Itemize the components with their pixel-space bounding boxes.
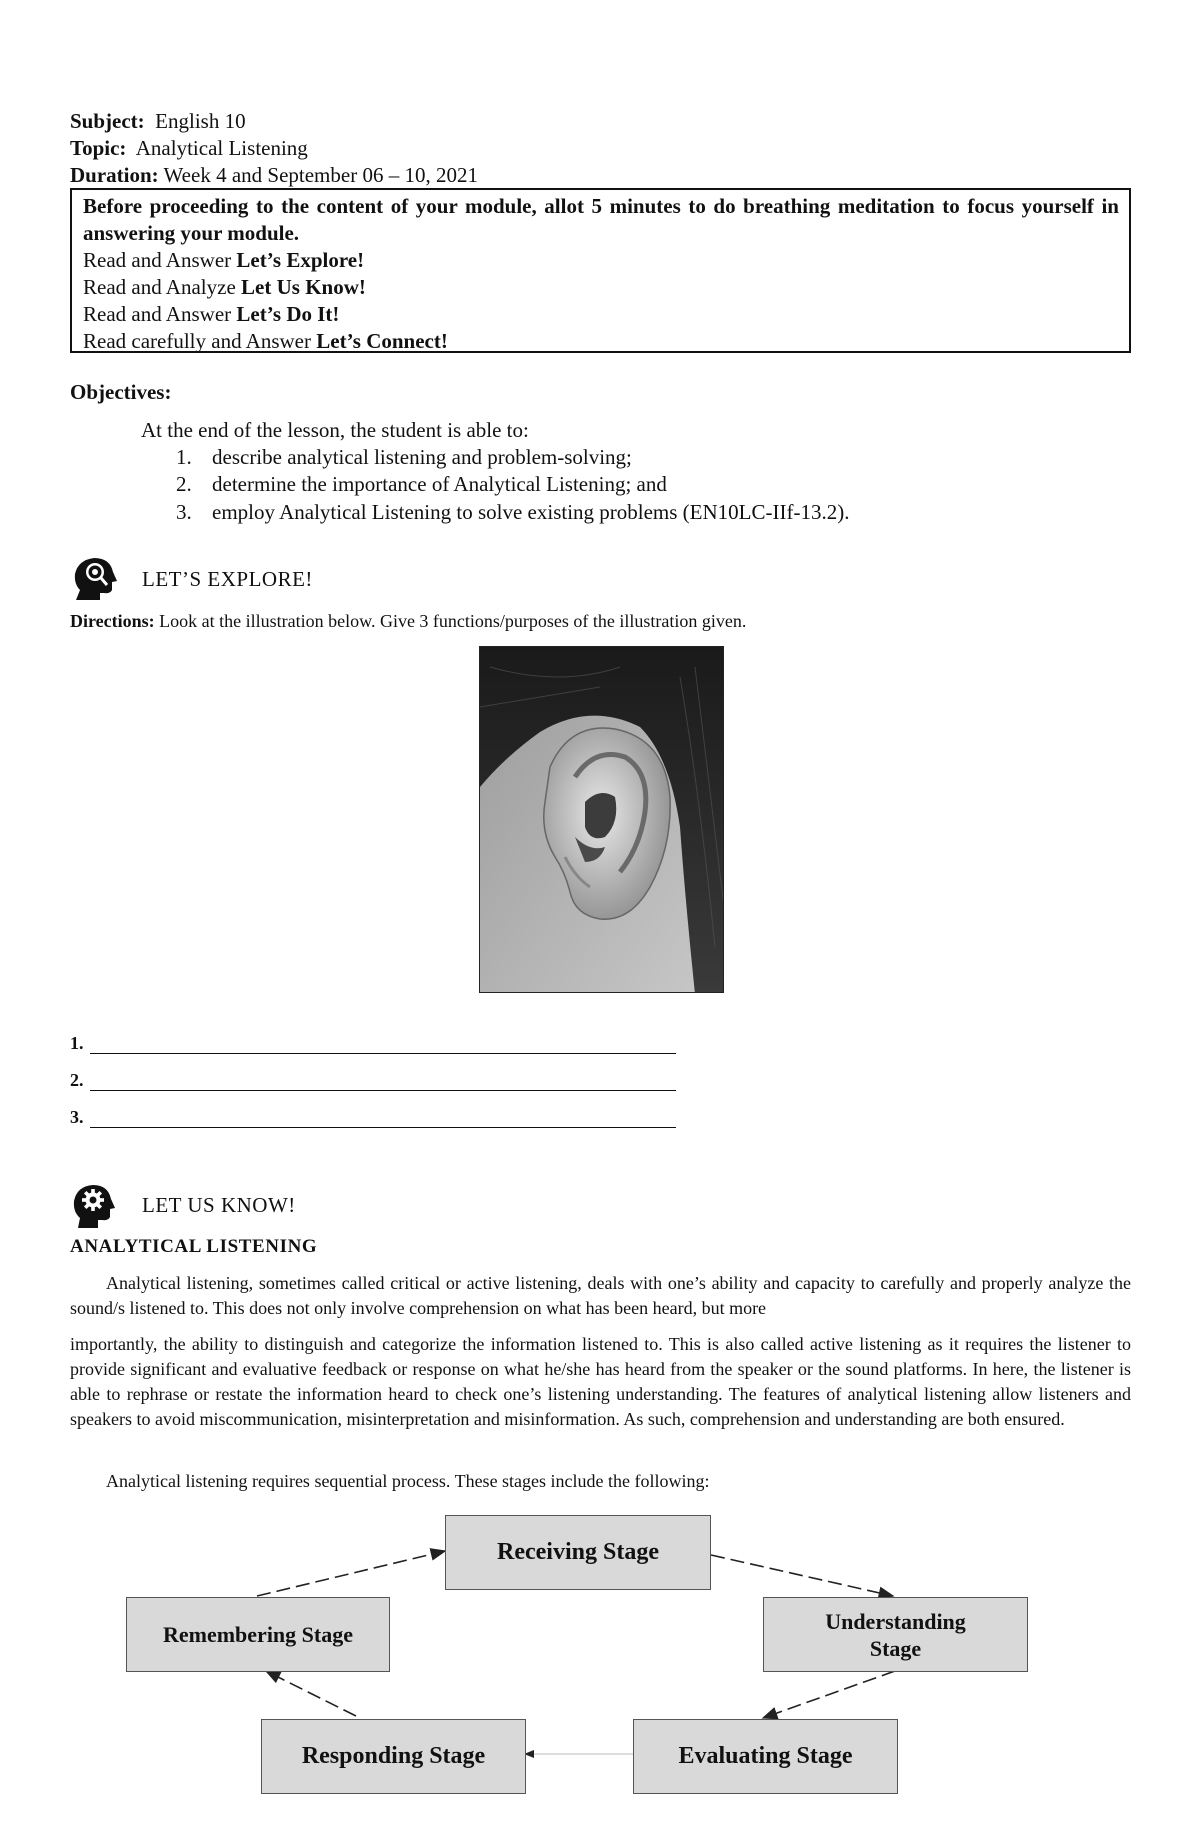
paragraph-2: Analytical listening requires sequential process. These stages include the following: [106,1471,710,1491]
subject-value: English 10 [155,109,246,133]
receiving-stage-box [445,1515,711,1590]
evaluating-stage-box [633,1719,898,1794]
understanding-stage-box [763,1597,1028,1672]
analytical-listening-heading: ANALYTICAL LISTENING [70,1236,318,1257]
paragraph-1a: Analytical listening, sometimes called critical or active listening, deals with one’s ability and capacity to carefully and properly analyze the sound/s listened to. This does not only involve comprehension on what has been heard, but more [70,1273,1131,1318]
arrow-remembering-to-receiving [257,1551,445,1596]
instruction-prefix: Read and Analyze [83,275,242,299]
objective-number: 2. [176,472,192,496]
topic-label: Topic: [70,136,127,160]
blank-number: 1. [70,1033,84,1053]
blank-number: 2. [70,1070,84,1090]
instruction-section-name: Let’s Do It! [236,302,340,326]
arrow-responding-to-remembering [266,1671,356,1716]
objectives-intro: At the end of the lesson, the student is able to: [141,418,529,442]
instruction-section-name: Let’s Connect! [316,329,448,353]
objective-text: employ Analytical Listening to solve existing problems (EN10LC-IIf-13.2). [212,500,850,524]
instruction-section-name: Let Us Know! [241,275,366,299]
directions-label: Directions: [70,611,155,631]
understanding-stage-label-1: Understanding [825,1608,966,1634]
blank-number: 3. [70,1107,84,1127]
instruction-prefix: Read carefully and Answer [83,329,317,353]
duration-value: Week 4 and September 06 – 10, 2021 [163,163,478,187]
evaluating-stage-label: Evaluating Stage [678,1743,853,1769]
instruction-prefix: Read and Answer [83,248,237,272]
instruction-prefix: Read and Answer [83,302,237,326]
know-title: LET US KNOW! [142,1193,296,1217]
subject-label: Subject: [70,109,145,133]
objective-text: describe analytical listening and problem-solving; [212,445,632,469]
objective-text: determine the importance of Analytical Listening; and [212,472,667,496]
instruction-section-name: Let’s Explore! [236,248,365,272]
objective-number: 1. [176,445,192,469]
explore-title: LET’S EXPLORE! [142,567,313,591]
receiving-stage-label: Receiving Stage [497,1539,659,1565]
responding-stage-box [261,1719,526,1794]
objective-number: 3. [176,500,192,524]
arrow-understanding-to-evaluating [763,1671,895,1718]
remembering-stage-box [126,1597,390,1672]
understanding-stage-label-2: Stage [869,1635,922,1661]
duration-label: Duration: [70,163,159,187]
arrow-receiving-to-understanding [711,1555,893,1596]
responding-stage-label: Responding Stage [301,1743,486,1769]
paragraph-1b: importantly, the ability to distinguish and categorize the information listened to. This is also called active listening as it requires the listener to provide significant and evaluative feedback or response on what he/she has heard from the speaker or the sound platforms. In here, the listener is able to rephrase or restate the information heard to check one’s listening understanding. The features of analytical listening allow listeners and speakers to avoid miscommunication, misinterpretation and misinformation. As such, comprehension and understanding are both ensured. [70,1334,1131,1429]
objectives-title: Objectives: [70,380,172,404]
instruction-lead: Before proceeding to the content of your module, allot 5 minutes to do breathing meditation to focus yourself in answering your module. [83,194,1119,245]
topic-value: Analytical Listening [135,136,308,160]
directions-text: Look at the illustration below. Give 3 functions/purposes of the illustration given. [154,611,747,631]
remembering-stage-label: Remembering Stage [162,1621,353,1647]
